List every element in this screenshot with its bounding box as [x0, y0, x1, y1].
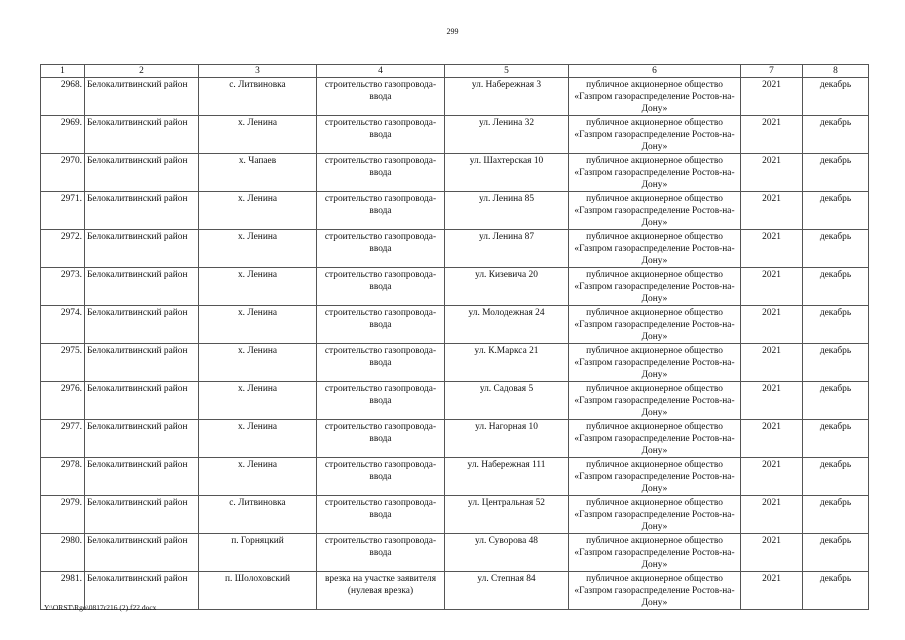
district-cell: Белокалитвинский район [85, 534, 199, 572]
footer-file-path: Y:\ORST\Rgo\0817r216 (2).f22.docx [44, 603, 157, 612]
table-row [41, 382, 869, 420]
work-type-cell: строительство газопровода-ввода [317, 192, 445, 230]
month-cell: декабрь [803, 116, 869, 154]
table-row [41, 572, 869, 610]
table-row [41, 344, 869, 382]
header-col-8: 8 [803, 65, 869, 78]
settlement-cell: х. Ленина [199, 306, 317, 344]
month-cell: декабрь [803, 230, 869, 268]
row-number: 2972. [41, 230, 85, 268]
row-number: 2973. [41, 268, 85, 306]
table-row [41, 154, 869, 192]
district-cell: Белокалитвинский район [85, 382, 199, 420]
table-row [41, 420, 869, 458]
year-cell: 2021 [741, 344, 803, 382]
month-cell: декабрь [803, 496, 869, 534]
register-table [40, 64, 869, 610]
row-number: 2974. [41, 306, 85, 344]
address-cell: ул. Набережная 111 [445, 458, 569, 496]
organization-cell: публичное акционерное общество «Газпром газораспределение Ростов-на-Дону» [569, 534, 741, 572]
row-number: 2980. [41, 534, 85, 572]
month-cell: декабрь [803, 78, 869, 116]
settlement-cell: х. Ленина [199, 192, 317, 230]
month-cell: декабрь [803, 420, 869, 458]
month-cell: декабрь [803, 534, 869, 572]
organization-cell: публичное акционерное общество «Газпром газораспределение Ростов-на-Дону» [569, 154, 741, 192]
year-cell: 2021 [741, 534, 803, 572]
district-cell: Белокалитвинский район [85, 306, 199, 344]
work-type-cell: строительство газопровода-ввода [317, 420, 445, 458]
district-cell: Белокалитвинский район [85, 344, 199, 382]
settlement-cell: х. Ленина [199, 116, 317, 154]
month-cell: декабрь [803, 344, 869, 382]
organization-cell: публичное акционерное общество «Газпром газораспределение Ростов-на-Дону» [569, 306, 741, 344]
table-header [41, 65, 869, 78]
table-row [41, 496, 869, 534]
header-col-6: 6 [569, 65, 741, 78]
row-number: 2971. [41, 192, 85, 230]
year-cell: 2021 [741, 420, 803, 458]
organization-cell: публичное акционерное общество «Газпром газораспределение Ростов-на-Дону» [569, 496, 741, 534]
table-row [41, 192, 869, 230]
work-type-cell: строительство газопровода-ввода [317, 268, 445, 306]
table-row [41, 458, 869, 496]
work-type-cell: строительство газопровода-ввода [317, 496, 445, 534]
organization-cell: публичное акционерное общество «Газпром газораспределение Ростов-на-Дону» [569, 420, 741, 458]
header-col-3: 3 [199, 65, 317, 78]
organization-cell: публичное акционерное общество «Газпром газораспределение Ростов-на-Дону» [569, 382, 741, 420]
district-cell: Белокалитвинский район [85, 230, 199, 268]
address-cell: ул. Суворова 48 [445, 534, 569, 572]
address-cell: ул. Садовая 5 [445, 382, 569, 420]
settlement-cell: х. Ленина [199, 230, 317, 268]
settlement-cell: х. Чапаев [199, 154, 317, 192]
year-cell: 2021 [741, 154, 803, 192]
row-number: 2979. [41, 496, 85, 534]
work-type-cell: строительство газопровода-ввода [317, 116, 445, 154]
organization-cell: публичное акционерное общество «Газпром газораспределение Ростов-на-Дону» [569, 230, 741, 268]
year-cell: 2021 [741, 458, 803, 496]
year-cell: 2021 [741, 230, 803, 268]
year-cell: 2021 [741, 78, 803, 116]
table-row [41, 306, 869, 344]
work-type-cell: строительство газопровода-ввода [317, 306, 445, 344]
year-cell: 2021 [741, 268, 803, 306]
address-cell: ул. Ленина 85 [445, 192, 569, 230]
row-number: 2978. [41, 458, 85, 496]
address-cell: ул. Ленина 32 [445, 116, 569, 154]
year-cell: 2021 [741, 572, 803, 610]
district-cell: Белокалитвинский район [85, 420, 199, 458]
organization-cell: публичное акционерное общество «Газпром газораспределение Ростов-на-Дону» [569, 344, 741, 382]
district-cell: Белокалитвинский район [85, 458, 199, 496]
header-col-2: 2 [85, 65, 199, 78]
address-cell: ул. Степная 84 [445, 572, 569, 610]
row-number: 2977. [41, 420, 85, 458]
district-cell: Белокалитвинский район [85, 268, 199, 306]
header-col-5: 5 [445, 65, 569, 78]
district-cell: Белокалитвинский район [85, 78, 199, 116]
table-row [41, 534, 869, 572]
page-number: 299 [446, 27, 459, 36]
year-cell: 2021 [741, 116, 803, 154]
row-number: 2968. [41, 78, 85, 116]
settlement-cell: с. Литвиновка [199, 78, 317, 116]
address-cell: ул. Ленина 87 [445, 230, 569, 268]
settlement-cell: х. Ленина [199, 268, 317, 306]
organization-cell: публичное акционерное общество «Газпром газораспределение Ростов-на-Дону» [569, 572, 741, 610]
work-type-cell: строительство газопровода-ввода [317, 344, 445, 382]
table-row [41, 230, 869, 268]
settlement-cell: х. Ленина [199, 420, 317, 458]
row-number: 2969. [41, 116, 85, 154]
organization-cell: публичное акционерное общество «Газпром газораспределение Ростов-на-Дону» [569, 116, 741, 154]
year-cell: 2021 [741, 306, 803, 344]
settlement-cell: х. Ленина [199, 458, 317, 496]
table-body [41, 78, 869, 610]
year-cell: 2021 [741, 382, 803, 420]
district-cell: Белокалитвинский район [85, 572, 199, 610]
year-cell: 2021 [741, 496, 803, 534]
organization-cell: публичное акционерное общество «Газпром газораспределение Ростов-на-Дону» [569, 458, 741, 496]
settlement-cell: х. Ленина [199, 344, 317, 382]
address-cell: ул. Нагорная 10 [445, 420, 569, 458]
settlement-cell: с. Литвиновка [199, 496, 317, 534]
header-col-4: 4 [317, 65, 445, 78]
address-cell: ул. Центральная 52 [445, 496, 569, 534]
year-cell: 2021 [741, 192, 803, 230]
month-cell: декабрь [803, 572, 869, 610]
row-number: 2975. [41, 344, 85, 382]
month-cell: декабрь [803, 458, 869, 496]
table-row [41, 268, 869, 306]
month-cell: декабрь [803, 154, 869, 192]
row-number: 2970. [41, 154, 85, 192]
address-cell: ул. Молодежная 24 [445, 306, 569, 344]
month-cell: декабрь [803, 382, 869, 420]
settlement-cell: п. Горняцкий [199, 534, 317, 572]
work-type-cell: строительство газопровода-ввода [317, 382, 445, 420]
month-cell: декабрь [803, 306, 869, 344]
work-type-cell: строительство газопровода-ввода [317, 534, 445, 572]
organization-cell: публичное акционерное общество «Газпром газораспределение Ростов-на-Дону» [569, 192, 741, 230]
address-cell: ул. Кизевича 20 [445, 268, 569, 306]
organization-cell: публичное акционерное общество «Газпром газораспределение Ростов-на-Дону» [569, 268, 741, 306]
work-type-cell: врезка на участке заявителя (нулевая врезка) [317, 572, 445, 610]
district-cell: Белокалитвинский район [85, 154, 199, 192]
header-col-7: 7 [741, 65, 803, 78]
row-number: 2976. [41, 382, 85, 420]
header-col-1: 1 [41, 65, 85, 78]
work-type-cell: строительство газопровода-ввода [317, 458, 445, 496]
month-cell: декабрь [803, 192, 869, 230]
table-row [41, 78, 869, 116]
organization-cell: публичное акционерное общество «Газпром газораспределение Ростов-на-Дону» [569, 78, 741, 116]
district-cell: Белокалитвинский район [85, 116, 199, 154]
row-number: 2981. [41, 572, 85, 610]
header-row [41, 65, 869, 78]
district-cell: Белокалитвинский район [85, 496, 199, 534]
work-type-cell: строительство газопровода-ввода [317, 230, 445, 268]
district-cell: Белокалитвинский район [85, 192, 199, 230]
work-type-cell: строительство газопровода-ввода [317, 154, 445, 192]
table-row [41, 116, 869, 154]
work-type-cell: строительство газопровода-ввода [317, 78, 445, 116]
address-cell: ул. К.Маркса 21 [445, 344, 569, 382]
month-cell: декабрь [803, 268, 869, 306]
settlement-cell: п. Шолоховский [199, 572, 317, 610]
settlement-cell: х. Ленина [199, 382, 317, 420]
address-cell: ул. Набережная 3 [445, 78, 569, 116]
address-cell: ул. Шахтерская 10 [445, 154, 569, 192]
